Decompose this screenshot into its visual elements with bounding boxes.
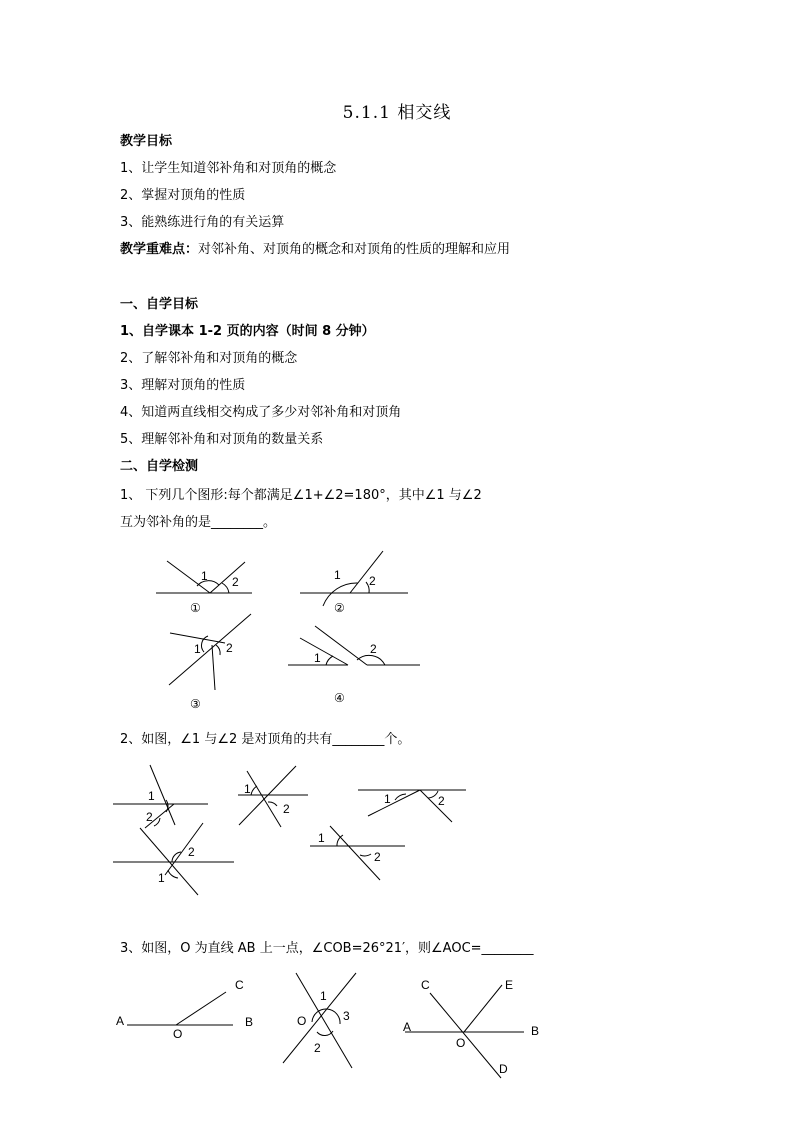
q2-figure-5 [310,826,405,880]
section1-item: 2、了解邻补角和对顶角的概念 [120,351,298,366]
page-title: 5.1.1 相交线 [342,103,452,123]
q2-figure-4 [113,823,234,895]
section1-heading: 一、自学目标 [120,297,199,312]
q2-figure-1 [113,765,208,828]
question-2: 2、如图，∠1 与∠2 是对顶角的共有________个。 [120,732,411,747]
angle-1-label: 1 [194,642,201,656]
question-1-line2: 互为邻补角的是________。 [120,515,277,530]
section2-heading: 二、自学检测 [120,459,199,474]
question-3: 3、如图，O 为直线 AB 上一点，∠COB=26°21′，则∠AOC=________ [120,941,534,956]
section1-item: 3、理解对顶角的性质 [120,378,246,393]
angle-1-label: 1 [318,831,325,845]
angle-2-label: 2 [374,850,381,864]
angle-2-label: 2 [369,574,376,588]
angle-1-label: 1 [314,651,321,665]
goal-item: 3、能熟练进行角的有关运算 [120,215,285,230]
angle-2-label: 2 [370,642,377,656]
question-1-line1: 1、 下列几个图形:每个都满足∠1+∠2=180°，其中∠1 与∠2 [120,488,482,503]
figure-number-label: ④ [334,691,345,705]
figure-number-label: ② [334,601,345,615]
q1-figure-2 [300,551,408,615]
key-points-label: 教学重难点： [120,242,199,257]
point-A-label: A [403,1020,412,1034]
point-A-label: A [116,1014,125,1028]
point-C-label: C [235,978,244,992]
angle-2-label: 2 [226,641,233,655]
q3-figure-2 [283,973,356,1068]
angle-3-label: 3 [343,1009,350,1023]
point-O-label: O [173,1027,183,1041]
angle-2-label: 2 [188,845,195,859]
angle-2-label: 2 [438,794,445,808]
q1-figure-1 [156,561,252,615]
q3-figure-1 [116,978,253,1041]
q2-figure-3 [358,790,466,822]
point-B-label: B [531,1024,540,1038]
angle-1-label: 1 [148,789,155,803]
key-points-text: 对邻补角、对顶角的概念和对顶角的性质的理解和应用 [198,242,511,257]
goals-heading: 教学目标 [120,134,173,149]
figure-number-label: ① [190,601,201,615]
point-E-label: E [505,978,514,992]
angle-2-label: 2 [314,1041,321,1055]
section1-item: 5、理解邻补角和对顶角的数量关系 [120,432,324,447]
point-O-label: O [456,1036,466,1050]
angle-1-label: 1 [320,989,327,1003]
q2-figure-2 [238,766,308,827]
point-C-label: C [421,978,430,992]
angle-1-label: 1 [158,871,165,885]
point-B-label: B [245,1015,254,1029]
q1-figure-3 [169,614,251,711]
angle-2-label: 2 [232,575,239,589]
section1-item: 1、自学课本 1-2 页的内容（时间 8 分钟） [120,324,375,339]
point-D-label: D [499,1062,508,1076]
point-O-label: O [297,1014,307,1028]
angle-1-label: 1 [384,792,391,806]
angle-1-label: 1 [244,782,251,796]
angle-2-label: 2 [283,802,290,816]
goal-item: 1、让学生知道邻补角和对顶角的概念 [120,161,337,176]
angle-2-label: 2 [146,810,153,824]
q3-figure-3 [403,978,539,1078]
angle-1-label: 1 [334,568,341,582]
angle-1-label: 1 [201,569,208,583]
figure-number-label: ③ [190,697,201,711]
q1-figure-4 [288,626,420,705]
section1-item: 4、知道两直线相交构成了多少对邻补角和对顶角 [120,405,402,420]
goal-item: 2、掌握对顶角的性质 [120,188,246,203]
